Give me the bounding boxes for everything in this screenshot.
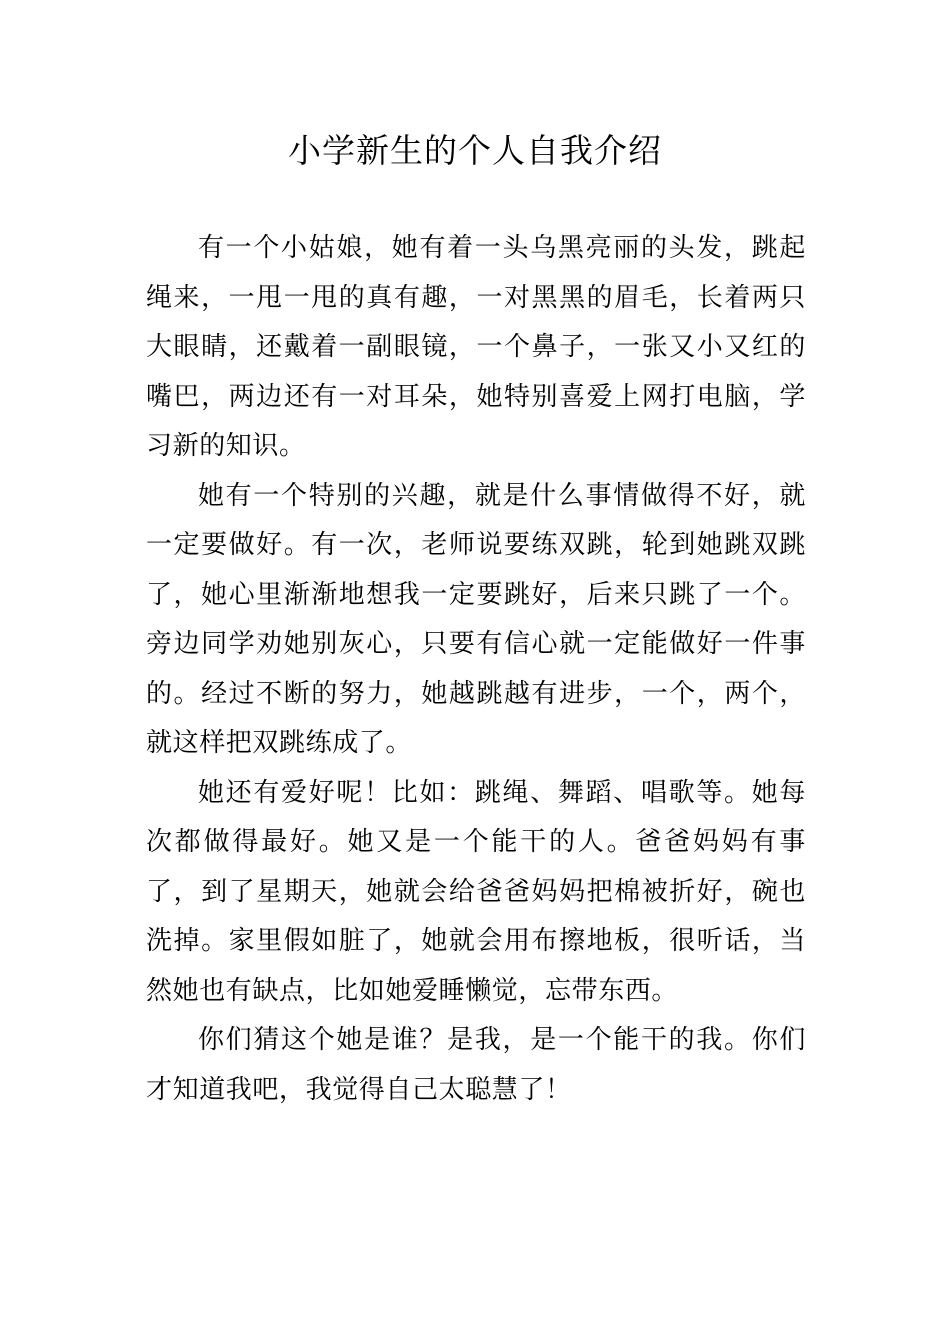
paragraph-2: 她有一个特别的兴趣，就是什么事情做得不好，就一定要做好。有一次，老师说要练双跳，轮到她跳双跳了，她心里渐渐地想我一定要跳好，后来只跳了一个。旁边同学劝她别灰心，只要有信心就一定能做好一件事的。经过不断的努力，她越跳越有进步，一个，两个，就这样把双跳练成了。 <box>146 480 806 758</box>
paragraph-3: 她还有爱好呢！比如：跳绳、舞蹈、唱歌等。她每次都做得最好。她又是一个能干的人。爸爸妈妈有事了，到了星期天，她就会给爸爸妈妈把棉被折好，碗也洗掉。家里假如脏了，她就会用布擦地板，很听话，当然她也有缺点，比如她爱睡懒觉，忘带东西。 <box>146 777 806 1006</box>
document-body <box>146 224 806 1115</box>
paragraph-4: 你们猜这个她是谁？是我，是一个能干的我。你们才知道我吧，我觉得自己太聪慧了！ <box>146 1025 806 1105</box>
paragraph-1: 有一个小姑娘，她有着一头乌黑亮丽的头发，跳起绳来，一甩一甩的真有趣，一对黑黑的眉毛，长着两只大眼睛，还戴着一副眼镜，一个鼻子，一张又小又红的嘴巴，两边还有一对耳朵，她特别喜爱上网打电脑，学习新的知识。 <box>146 233 806 461</box>
document-title: 小学新生的个人自我介绍 <box>288 131 662 170</box>
